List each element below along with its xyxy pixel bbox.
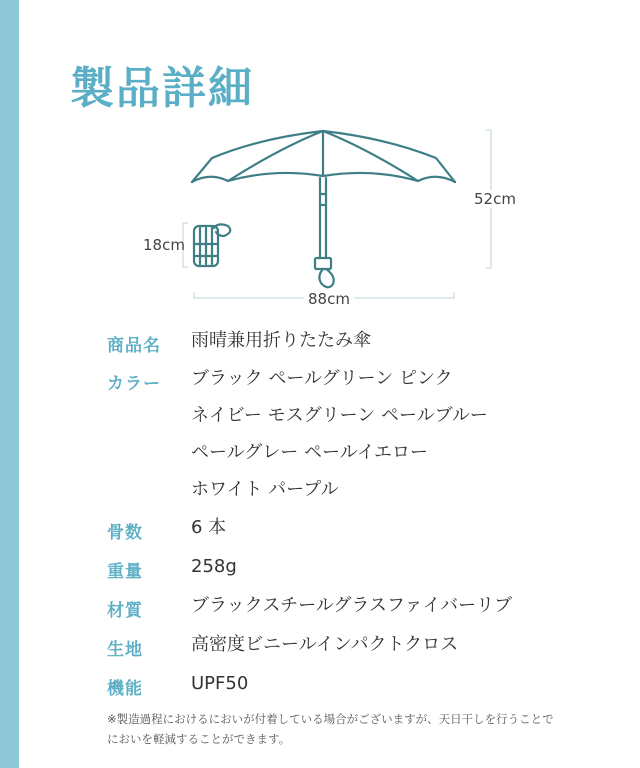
spec-value-line: ペールグレー ペールイエロー	[191, 442, 429, 463]
spec-value-line: 258g	[191, 556, 237, 577]
spec-label: 機能	[107, 679, 143, 699]
spec-value	[191, 548, 237, 585]
height-dimension-label: 52cm	[474, 190, 516, 208]
spec-label: 生地	[107, 640, 143, 660]
umbrella-illustration	[0, 0, 640, 330]
spec-label: 重量	[107, 562, 143, 582]
spec-value-line: ネイビー モスグリーン ペールブルー	[191, 405, 488, 426]
spec-value	[191, 509, 226, 546]
width-dimension-label: 88cm	[304, 290, 354, 308]
spec-value	[191, 587, 512, 624]
spec-value-line: UPF50	[191, 673, 249, 694]
spec-value	[191, 626, 458, 663]
footnote	[107, 709, 607, 749]
spec-label: 商品名	[107, 336, 161, 356]
folded-length-label: 18cm	[143, 236, 185, 254]
spec-value-line: 雨晴兼用折りたたみ傘	[191, 330, 371, 351]
spec-value-line: ブラックスチールグラスファイバーリブ	[191, 595, 513, 616]
spec-value-line: ホワイト パープル	[191, 479, 339, 500]
footnote-line: においを軽減することができます。	[107, 732, 291, 746]
spec-label: 骨数	[107, 523, 143, 543]
spec-value-line: 高密度ビニールインパクトクロス	[191, 634, 459, 655]
spec-value	[191, 322, 371, 359]
page-title: 製品詳細	[70, 63, 254, 114]
spec-label: カラー	[107, 374, 161, 394]
spec-label: 材質	[107, 601, 143, 621]
spec-value	[191, 665, 248, 702]
umbrella-diagram	[0, 0, 640, 330]
footnote-line: ※製造過程におけるにおいが付着している場合がございますが、天日干しを行うことで	[107, 712, 554, 726]
spec-value	[191, 360, 488, 508]
spec-value-line: ブラック ペールグリーン ピンク	[191, 368, 453, 389]
spec-value-line: 6 本	[191, 517, 227, 538]
